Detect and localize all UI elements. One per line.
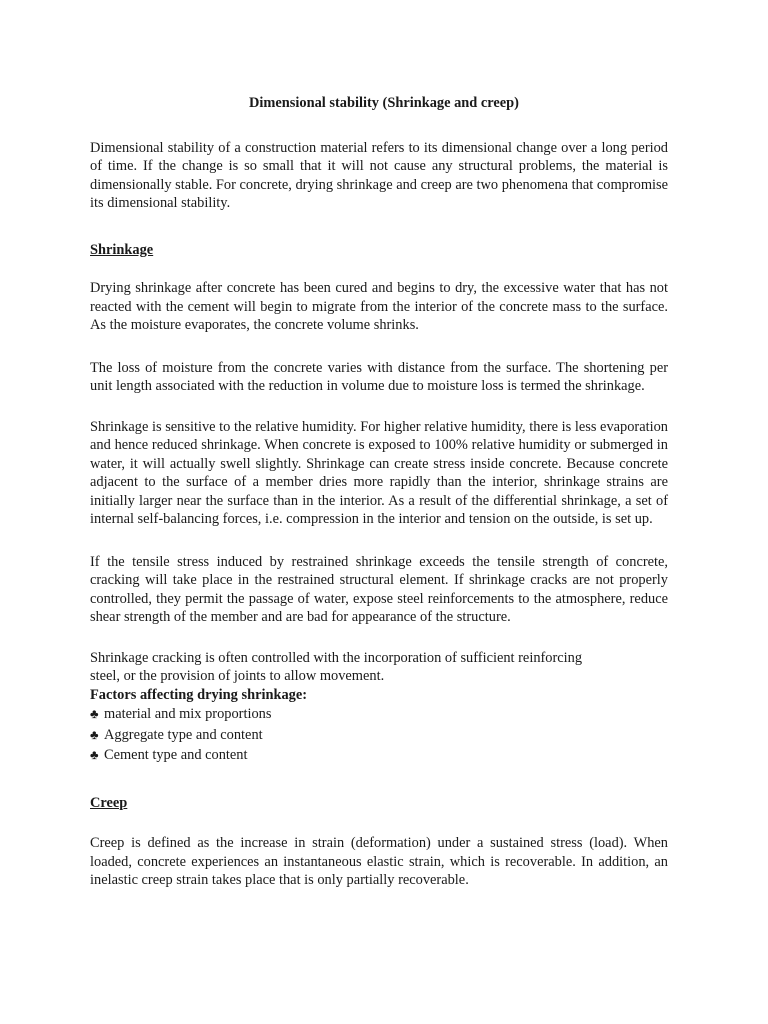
document-title: Dimensional stability (Shrinkage and creep) (249, 95, 519, 111)
factors-heading: Factors affecting drying shrinkage: (90, 686, 308, 703)
club-bullet-icon: ♣ (90, 747, 99, 762)
factor-text: Cement type and content (104, 747, 248, 763)
factors-list (90, 704, 668, 766)
shrinkage-paragraph-5: Shrinkage cracking is often controlled with the incorporation of sufficient reinforcing (90, 649, 583, 666)
shrinkage-heading: Shrinkage (90, 241, 154, 258)
list-item (90, 725, 668, 746)
creep-paragraph: Creep is defined as the increase in strain (deformation) under a sustained stress (load). When loaded, concrete experiences an instantaneous elastic strain, which is recoverable. In addition, an inelastic creep strain takes place that is only partially recoverable. (90, 835, 668, 888)
shrinkage-paragraph-6: steel, or the provision of joints to allow movement. (90, 668, 385, 684)
shrinkage-paragraph-3: Shrinkage is sensitive to the relative humidity. For higher relative humidity, there is less evaporation and hence reduced shrinkage. When concrete is exposed to 100% relative humidity or submerged in water, it will actually swell slightly. Shrinkage can create stress inside concrete. Because concrete adjacent to the surface of a member dries more rapidly than the interior, shrinkage strains are initially larger near the surface than in the interior. As a result of the differential shrinkage, a set of internal self-balancing forces, i.e. compression in the interior and tension on the outside, is set up. (90, 418, 668, 527)
club-bullet-icon: ♣ (90, 706, 99, 721)
shrinkage-paragraph-1: Drying shrinkage after concrete has been cured and begins to dry, the excessive water that has not reacted with the cement will begin to migrate from the interior of the concrete mass to the surface. As the moisture evaporates, the concrete volume shrinks. (90, 280, 668, 333)
creep-heading: Creep (90, 794, 128, 811)
shrinkage-paragraph-2: The loss of moisture from the concrete varies with distance from the surface. The shortening per unit length associated with the reduction in volume due to moisture loss is termed the shrinkage. (90, 359, 668, 394)
list-item (90, 745, 668, 766)
club-bullet-icon: ♣ (90, 726, 99, 742)
factor-text: material and mix proportions (104, 706, 272, 722)
intro-paragraph: Dimensional stability of a construction material refers to its dimensional change over a long period of time. If the change is so small that it will not cause any structural problems, the material is dimensionally stable. For concrete, drying shrinkage and creep are two phenomena that compromise its dimensional stability. (90, 139, 668, 211)
shrinkage-paragraph-4: If the tensile stress induced by restrained shrinkage exceeds the tensile strength of concrete, cracking will take place in the restrained structural element. If shrinkage cracks are not properly controlled, they permit the passage of water, expose steel reinforcements to the atmosphere, reduce shear strength of the member and are bad for appearance of the structure. (90, 553, 668, 625)
list-item (90, 704, 668, 725)
factor-text: Aggregate type and content (104, 726, 263, 743)
